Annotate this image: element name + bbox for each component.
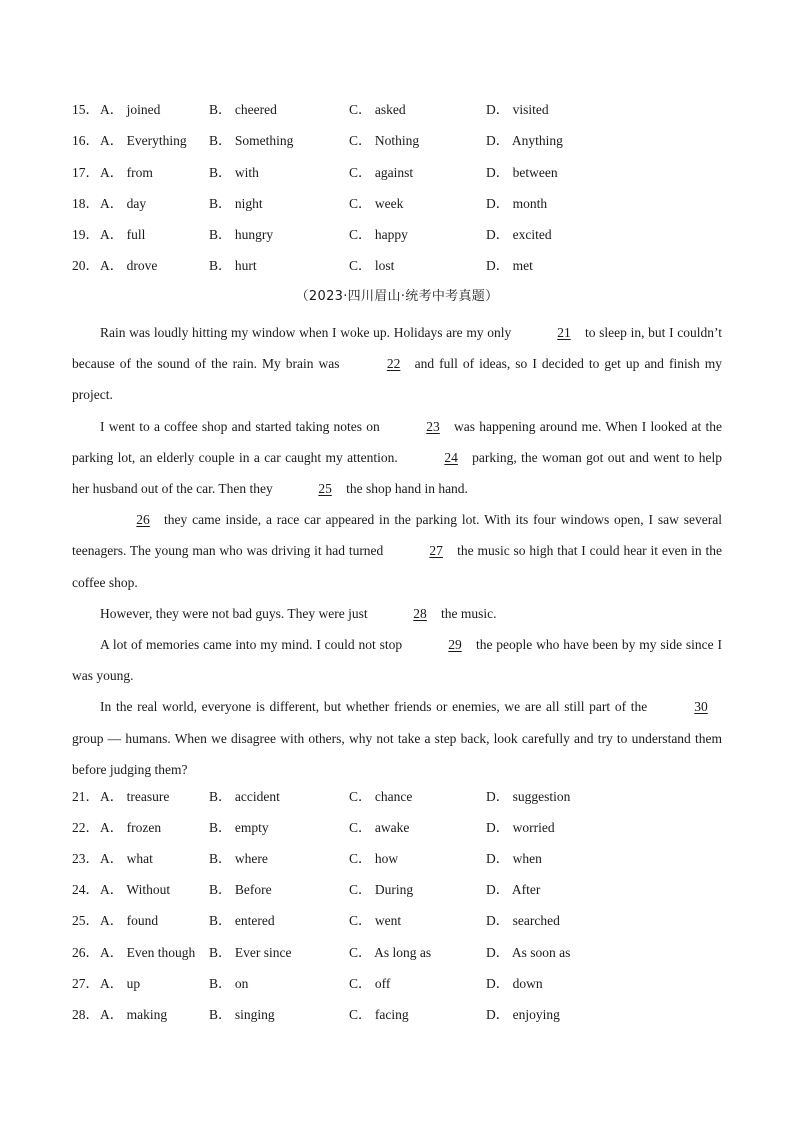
- passage-text: In the real world, everyone is different, but whether friends or enemies, we are all still part of the: [100, 699, 652, 715]
- option-c: C． week: [349, 196, 404, 211]
- option-a: A． treasure: [100, 789, 170, 804]
- option-d: D． searched: [486, 913, 560, 928]
- question-number: 19．: [72, 227, 99, 242]
- blank-24: 24: [444, 449, 458, 465]
- paragraph: [72, 598, 722, 629]
- passage-text: the people who have been by my side since I was young.: [72, 637, 722, 684]
- question-number: 22．: [72, 820, 99, 835]
- option-a: A． Even though: [100, 945, 196, 960]
- option-b: B． cheered: [209, 102, 277, 117]
- option-c: C． As long as: [349, 945, 432, 960]
- blank-21: 21: [557, 325, 571, 340]
- source-citation: （2023·四川眉山·统考中考真题）: [295, 289, 499, 304]
- option-d: D． visited: [486, 102, 549, 117]
- option-b: B． Something: [209, 133, 294, 148]
- question-number: 20．: [72, 258, 99, 273]
- option-b: B． with: [209, 165, 259, 180]
- option-b: B． where: [209, 851, 268, 866]
- option-d: D． worried: [486, 820, 555, 835]
- option-a: A． frozen: [100, 820, 162, 835]
- cloze-passage: [72, 317, 722, 785]
- option-c: C． awake: [349, 820, 410, 835]
- question-number: 21．: [72, 789, 99, 804]
- question-number: 26．: [72, 945, 99, 960]
- passage-text: the music.: [441, 605, 497, 621]
- option-b: B． entered: [209, 913, 275, 928]
- blank-29: 29: [448, 637, 462, 653]
- option-d: D． met: [486, 258, 533, 273]
- question-number: 25．: [72, 913, 99, 928]
- blank-30: 30: [694, 699, 708, 715]
- passage-text: the music so high that I could hear it even in the coffee shop.: [72, 543, 722, 590]
- option-a: A． up: [100, 976, 141, 991]
- option-c: C． off: [349, 976, 391, 991]
- option-b: B． on: [209, 976, 249, 991]
- option-c: C． facing: [349, 1007, 409, 1022]
- question-number: 23．: [72, 851, 99, 866]
- passage-text: I went to a coffee shop and started taking notes on: [100, 418, 385, 434]
- paragraph: [72, 504, 722, 598]
- option-a: A． day: [100, 196, 147, 211]
- option-d: D． suggestion: [486, 789, 571, 804]
- question-number: 16．: [72, 133, 99, 148]
- option-b: B． night: [209, 196, 263, 211]
- option-a: A． found: [100, 913, 159, 928]
- option-b: B． accident: [209, 789, 280, 804]
- option-b: B． hungry: [209, 227, 274, 242]
- passage-text: parking, the woman got out and went to help her husband out of the car. Then they: [72, 449, 722, 497]
- question-number: 24．: [72, 882, 99, 897]
- passage-text: was happening around me. When I looked at the parking lot, an elderly couple in a car caught my attention.: [72, 418, 722, 465]
- option-b: B． empty: [209, 820, 269, 835]
- option-d: D． month: [486, 196, 548, 211]
- passage-text: However, they were not bad guys. They were just: [100, 605, 372, 621]
- question-number: 17．: [72, 165, 99, 180]
- option-d: D． Anything: [486, 133, 563, 148]
- question-number: 27．: [72, 976, 99, 991]
- passage-text: they came inside, a race car appeared in the parking lot. With its four windows open, I saw several teenagers. The young man who was driving it had turned: [72, 512, 722, 559]
- option-a: A． from: [100, 165, 153, 180]
- paragraph: [72, 691, 722, 785]
- paragraph: [72, 317, 722, 411]
- option-d: D． After: [486, 882, 541, 897]
- option-c: C． Nothing: [349, 133, 420, 148]
- option-d: D． excited: [486, 227, 552, 242]
- option-c: C． asked: [349, 102, 406, 117]
- option-a: A． Without: [100, 882, 171, 897]
- option-b: B． singing: [209, 1007, 275, 1022]
- blank-28: 28: [413, 605, 427, 621]
- option-a: A． joined: [100, 102, 161, 117]
- option-a: A． what: [100, 851, 153, 866]
- option-b: B． Before: [209, 882, 272, 897]
- passage-text: Rain was loudly hitting my window when I woke up. Holidays are my only: [100, 325, 515, 340]
- paragraph: [72, 629, 722, 691]
- option-a: A． making: [100, 1007, 168, 1022]
- blank-27: 27: [429, 543, 443, 559]
- question-number: 28．: [72, 1007, 99, 1022]
- option-c: C． chance: [349, 789, 413, 804]
- blank-25: 25: [318, 481, 332, 497]
- paragraph: [72, 411, 722, 505]
- passage-text: group — humans. When we disagree with others, why not take a step back, look carefully and try to understand them before judging them?: [72, 730, 722, 777]
- blank-22: 22: [386, 356, 401, 372]
- passage-text: and full of ideas, so I decided to get up and finish my project.: [72, 356, 722, 403]
- option-a: A． drove: [100, 258, 158, 273]
- option-c: C． happy: [349, 227, 408, 242]
- option-b: B． Ever since: [209, 945, 292, 960]
- passage-text: A lot of memories came into my mind. I could not stop: [100, 637, 406, 653]
- option-d: D． when: [486, 851, 542, 866]
- option-c: C． how: [349, 851, 399, 866]
- option-d: D． down: [486, 976, 543, 991]
- question-number: 18．: [72, 196, 99, 211]
- option-d: D． enjoying: [486, 1007, 560, 1022]
- option-d: D． As soon as: [486, 945, 571, 960]
- option-b: B． hurt: [209, 258, 257, 273]
- question-number: 15．: [72, 102, 99, 117]
- passage-text: the shop hand in hand.: [346, 481, 468, 497]
- passage-text: to sleep in, but I couldn’t because of the sound of the rain. My brain was: [72, 325, 722, 372]
- option-c: C． against: [349, 165, 414, 180]
- blank-26: 26: [136, 512, 150, 528]
- option-c: C． lost: [349, 258, 395, 273]
- blank-23: 23: [426, 418, 440, 434]
- option-a: A． full: [100, 227, 146, 242]
- option-c: C． went: [349, 913, 402, 928]
- option-a: A． Everything: [100, 133, 187, 148]
- option-c: C． During: [349, 882, 414, 897]
- option-d: D． between: [486, 165, 558, 180]
